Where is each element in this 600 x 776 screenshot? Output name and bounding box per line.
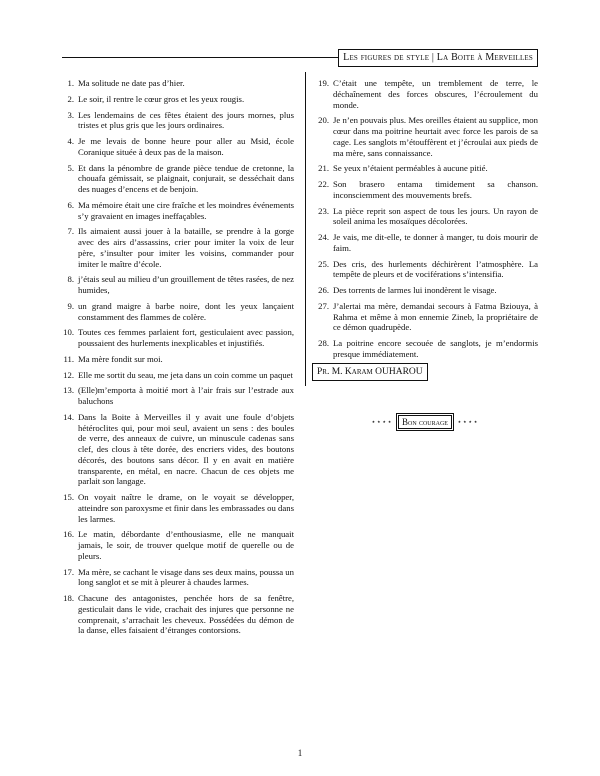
item-text: Et dans la pénombre de grande pièce tendue de cretonne, la chouafa gémissait, se plaignait, conjurait, se desséchait dans des nuages d’encens et de benjoin. xyxy=(78,162,294,194)
page-header xyxy=(62,49,538,67)
item-text: Ils aimaient aussi jouer à la bataille, se prendre à la gorge avec des airs d’assassins, crier pour imiter la voix de leur père, s’insulter pour imiter les voisins, commander pour imiter le maître d’école. xyxy=(78,226,294,269)
item-text: Je vais, me dit-elle, te donner à manger, tu dois mourir de faim. xyxy=(333,232,538,253)
item-text: Des torrents de larmes lui inondèrent le visage. xyxy=(333,285,497,295)
list-item xyxy=(62,385,294,407)
signature-block xyxy=(312,363,538,381)
item-number: 25. xyxy=(318,258,329,269)
item-text: j’étais seul au milieu d’un grouillement de têtes rasées, de nez humides, xyxy=(78,274,294,295)
list-item xyxy=(317,78,538,110)
list-item xyxy=(317,179,538,201)
bon-courage-label: Bon courage xyxy=(398,415,452,429)
item-number: 15. xyxy=(63,492,74,502)
list-item xyxy=(62,163,294,195)
item-text: Dans la Boite à Merveilles il y avait une foule d’objets hétéroclites qui, pour moi seul, avaient un sens : des boules de verre, des anneaux de cuivre, un minuscule cadenas sans clef, des clous à tête dorée, des encriers vides, des boutons décorés, des boutons sans décor. Il y en avait en matière transparente, en métal, en nacre. Chacun de ces objets me parlait son langage. xyxy=(78,411,294,487)
item-number: 20. xyxy=(318,115,329,126)
list-item xyxy=(62,492,294,524)
item-number: 8. xyxy=(67,274,74,285)
item-number: 16. xyxy=(63,529,74,540)
item-number: 11. xyxy=(63,353,74,364)
item-number: 23. xyxy=(318,205,329,216)
item-number: 10. xyxy=(63,327,74,338)
closing-line xyxy=(312,415,538,429)
list-item xyxy=(62,412,294,487)
item-text: Des cris, des hurlements déchirèrent l’atmosphère. La tempête de pleurs et de vociférations s’intensifia. xyxy=(333,258,538,280)
left-column xyxy=(62,78,294,641)
item-number: 2. xyxy=(67,93,74,104)
item-number: 24. xyxy=(318,232,329,242)
item-text: La pièce reprit son aspect de tous les jours. Un rayon de soleil anima les mosaïques décolorées. xyxy=(333,205,538,227)
item-number: 12. xyxy=(63,369,74,380)
item-text: Le matin, débordante d’enthousiasme, elle ne manquait jamais, le soir, de trouver quelque motif de querelle ou de pleurs. xyxy=(78,529,294,561)
list-item xyxy=(317,206,538,228)
item-text: La poitrine encore secouée de sanglots, je m’endormis presque immédiatement. xyxy=(333,338,538,359)
item-text: Ma solitude ne date pas d’hier. xyxy=(78,78,185,88)
list-item xyxy=(62,567,294,589)
list-item xyxy=(317,259,538,281)
item-text: Son brasero entama timidement sa chanson. inconsciemment des mouvements brefs. xyxy=(333,179,538,200)
item-text: un grand maigre à barbe noire, dont les yeux lançaient constamment des flammes de colère. xyxy=(78,300,294,322)
item-number: 17. xyxy=(63,566,74,577)
item-text: On voyait naître le drame, on le voyait se développer, atteindre son paroxysme et finir dans les embrassades ou dans les larmes. xyxy=(78,492,294,524)
list-item xyxy=(62,529,294,561)
list-item xyxy=(317,285,538,296)
list-item xyxy=(62,327,294,349)
item-number: 7. xyxy=(67,226,74,237)
list-item xyxy=(317,338,538,360)
list-item xyxy=(62,354,294,365)
item-text: Se yeux n’étaient perméables à aucune pitié. xyxy=(333,163,488,174)
item-text: Elle me sortit du seau, me jeta dans un coin comme un paquet xyxy=(78,369,293,380)
list-item xyxy=(317,232,538,254)
list-item xyxy=(62,110,294,132)
item-number: 9. xyxy=(67,300,74,311)
list-item xyxy=(62,301,294,323)
header-title: Les figures de style | La Boite à Merveilles xyxy=(338,49,538,67)
list-item xyxy=(62,370,294,381)
list-item xyxy=(62,593,294,636)
item-number: 6. xyxy=(67,199,74,210)
item-text: (Elle)m’emporta à moitié mort à l’air frais sur l’estrade aux baluchons xyxy=(78,385,294,406)
item-number: 1. xyxy=(67,78,74,88)
item-text: Le soir, il rentre le cœur gros et les yeux rougis. xyxy=(78,93,245,104)
item-number: 26. xyxy=(318,285,329,295)
author-name: Pr. M. Karam OUHAROU xyxy=(312,363,428,381)
item-text: C’était une tempête, un tremblement de terre, le déchaînement des forces obscures, l’écroulement du monde. xyxy=(333,78,538,110)
item-number: 13. xyxy=(63,385,74,396)
item-text: Les lendemains de ces fêtes étaient des jours mornes, plus tristes et plus gris que les jours ordinaires. xyxy=(78,109,294,131)
stars-left: ⋆⋆⋆⋆ xyxy=(371,418,393,426)
list-item xyxy=(62,78,294,89)
item-number: 19. xyxy=(318,78,329,88)
item-number: 27. xyxy=(318,300,329,311)
list-item xyxy=(317,115,538,158)
list-item xyxy=(62,200,294,222)
item-number: 14. xyxy=(63,411,74,422)
list-item xyxy=(62,94,294,105)
item-text: J’alertai ma mère, demandai secours à Fatma Bziouya, à Rahma et même à mon ennemie Zineb, la propriétaire de ce démon quadrupède. xyxy=(333,300,538,333)
item-text: Chacune des antagonistes, penchée hors de sa fenêtre, gesticulait dans le vide, crachait des injures que personne ne comprenait, s’arrachait les cheveux. Possédées du démon de la danse, elles faisaient d’étranges contorsions. xyxy=(78,593,294,636)
column-divider xyxy=(305,72,306,386)
list-item xyxy=(62,136,294,158)
right-column xyxy=(317,78,538,365)
item-number: 3. xyxy=(67,109,74,120)
list-item xyxy=(62,274,294,296)
page-number: 1 xyxy=(297,748,303,758)
item-number: 18. xyxy=(63,593,74,603)
item-text: Je n’en pouvais plus. Mes oreilles étaient au supplice, mon cœur dans ma poitrine heurtait avec force les parois de sa cage. Les sanglots m’étouffèrent et j’écroulai aux pieds de ma mère, sans connaissance. xyxy=(333,115,538,158)
list-item xyxy=(62,226,294,269)
item-text: Je me levais de bonne heure pour aller au Msid, école Coranique située à deux pas de la maison. xyxy=(78,136,294,157)
item-text: Ma mémoire était une cire fraîche et les moindres événements s’y gravaient en images ineffaçables. xyxy=(78,199,294,221)
item-number: 21. xyxy=(318,163,329,174)
item-number: 5. xyxy=(67,162,74,173)
item-number: 22. xyxy=(318,179,329,189)
item-number: 28. xyxy=(318,338,329,348)
item-text: Ma mère fondit sur moi. xyxy=(78,353,163,364)
item-text: Toutes ces femmes parlaient fort, gesticulaient avec passion, poussaient des hurlements inexplicables et injustifiés. xyxy=(78,327,294,348)
list-item xyxy=(317,163,538,174)
stars-right: ⋆⋆⋆⋆ xyxy=(457,418,479,426)
list-item xyxy=(317,301,538,333)
item-number: 4. xyxy=(67,136,74,146)
item-text: Ma mère, se cachant le visage dans ses deux mains, poussa un long sanglot et se mit à pleurer à chaudes larmes. xyxy=(78,566,294,588)
